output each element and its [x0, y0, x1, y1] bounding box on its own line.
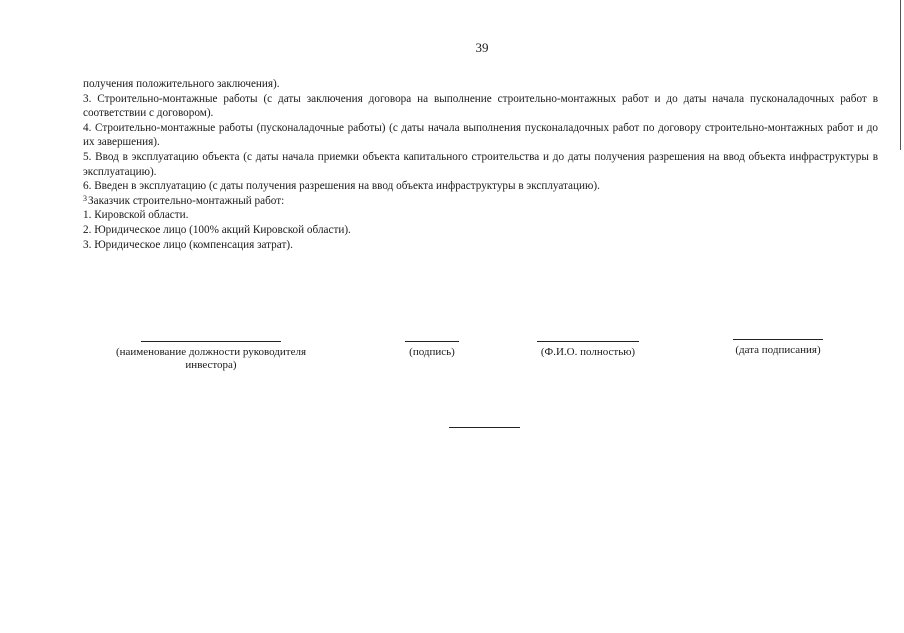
footer-rule	[449, 427, 520, 428]
document-body	[83, 77, 878, 252]
signature-block-position	[100, 341, 322, 372]
signature-block-signature	[396, 341, 468, 359]
page-number: 39	[475, 40, 489, 55]
signature-caption-date: (дата подписания)	[735, 344, 821, 356]
paragraph-continuation: получения положительного заключения).	[83, 78, 280, 90]
signature-line-full-name	[537, 341, 639, 342]
paragraph-item-4: 4. Строительно-монтажные работы (пусконаладочные работы) (с даты начала выполнения пусконаладочных работ по договору строительно-монтажных работ и до их завершения).	[83, 121, 878, 149]
signature-caption-full-name: (Ф.И.О. полностью)	[540, 346, 636, 358]
footnote-title	[83, 194, 878, 209]
signature-line-position	[141, 341, 281, 342]
footnote-item-2: 2. Юридическое лицо (100% акций Кировской области).	[83, 223, 351, 236]
paragraph-item-6: 6. Введен в эксплуатацию (с даты получения разрешения на ввод объекта инфраструктуры в эксплуатацию).	[83, 180, 600, 193]
signature-block-date	[724, 339, 832, 357]
footnote-marker: 3	[83, 193, 87, 203]
footnote-title-text: Заказчик строительно-монтажный работ:	[88, 194, 285, 207]
scan-edge-line	[900, 0, 901, 150]
signature-block-full-name	[530, 341, 646, 359]
signature-line-signature	[405, 341, 459, 342]
signature-caption-position: (наименование должности руководителя инвестора)	[115, 346, 307, 371]
footnote-item-3: 3. Юридическое лицо (компенсация затрат).	[83, 238, 293, 251]
paragraph-item-5: 5. Ввод в эксплуатацию объекта (с даты начала приемки объекта капитального строительства и до даты получения разрешения на ввод объекта инфраструктуры в эксплуатацию).	[83, 150, 878, 178]
signature-line-date	[733, 339, 823, 340]
signature-caption-signature: (подпись)	[409, 346, 455, 358]
footnote-item-1: 1. Кировской области.	[83, 209, 189, 222]
paragraph-item-3: 3. Строительно-монтажные работы (с даты заключения договора на выполнение строительно-монтажных работ и до даты начала пусконаладочных работ в соответствии с договором).	[83, 92, 878, 120]
